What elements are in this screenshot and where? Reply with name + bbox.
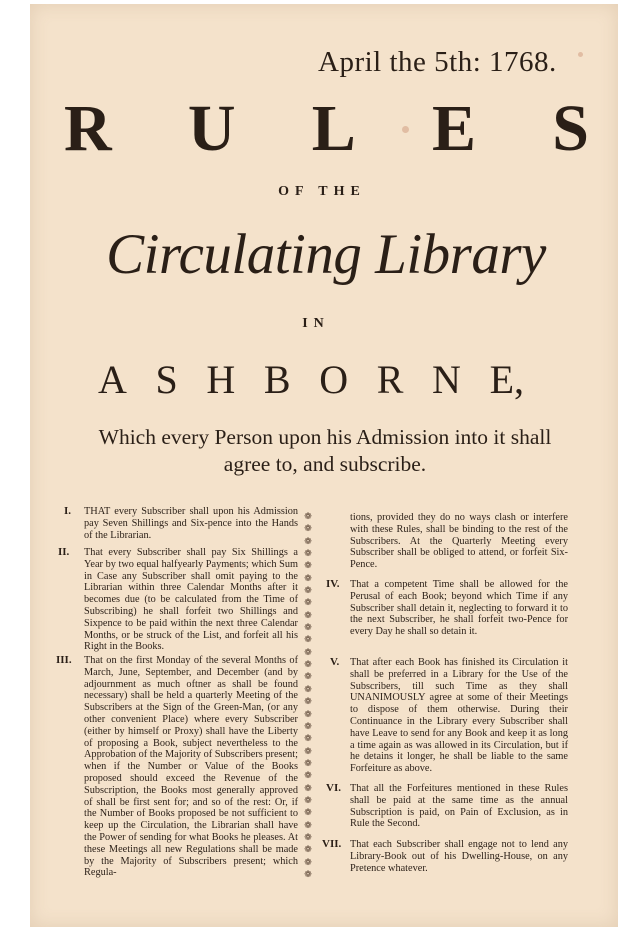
rule-text: THAT every Subscriber shall upon his Admission pay Seven Shillings and Six-pence into the Hands of the Librarian. — [84, 506, 298, 541]
town-letter: A — [98, 357, 127, 402]
heading-letter: U — [187, 92, 236, 165]
rule-number: V. — [330, 656, 340, 668]
library-title: Circulating Library — [106, 223, 546, 286]
ornament-divider: ❁ ❁ ❁ ❁ ❁ ❁ ❁ ❁ ❁ ❁ ❁ ❁ ❁ ❁ ❁ ❁ ❁ ❁ ❁ ❁ ❁ ❁ ❁ ❁ ❁ ❁ ❁ ❁ ❁ ❁ — [304, 512, 312, 880]
of-the-label: OF THE — [278, 184, 366, 199]
town-letter: R — [376, 357, 404, 402]
heading-letter: L — [311, 92, 356, 165]
town-letter: S — [155, 357, 178, 402]
rule-number: IV. — [326, 578, 340, 590]
town-letter: N — [432, 357, 461, 402]
subtitle — [70, 424, 580, 478]
rule-text: That all the Forfeitures mentioned in these Rules shall be paid at the same time as the annual Subscription is paid, on Pain of Exclusion, as in Rule the Second. — [350, 783, 568, 830]
rule-text: That after each Book has finished its Circulation it shall be preferred in a Library for the Use of the Subscribers, till such Time as they shall UNANIMOUSLY agree at some of their Meetings to dispose of them otherwise. During their Continuance in the Library every Subscriber shall have Leave to send for any Book and keep it as long a time again as was allowed in its Circulation, but if he detains it longer, he shall be liable to the same Forfeiture as above. — [350, 657, 568, 775]
town-letter: H — [206, 357, 236, 402]
rule-text: That on the first Monday of the several Months of March, June, September, and December (and by adjournment as much oftner as shall be found necessary) shall be held a quarterly Meeting of the Subscribers at the Sign of the Green-Man, (or any other convenient Place) where every Subscriber (either by himself or Proxy) shall have the Liberty of proposing a Book, subject nevertheless to the Approbation of the Majority of Subscribers present; when if the Number or Value of the Books proposed should exceed the Revenue of the Subscription, the Books most generally approved of shall be first sent for; and so of the rest: Or, if the Number of Books proposed be not sufficient to keep up the Circulation, the Librarian shall have the Power of sending for what Books he pleases. At these Meetings all new Regulations shall be made by the Majority of Subscribers present; which Regula- — [84, 655, 298, 879]
rules-heading — [64, 92, 589, 165]
rule-number: III. — [56, 654, 72, 666]
rule-number: VII. — [322, 838, 342, 850]
town-name — [98, 357, 524, 402]
rule-number: VI. — [326, 782, 341, 794]
rule-text: That a competent Time shall be allowed for the Perusal of each Book; beyond which Time if any Subscriber shall detain it, neglecting to forward it to the next Subscriber, he shall forfeit two-Pence for every Day he shall so detain it. — [350, 579, 568, 638]
rule-number: I. — [64, 505, 72, 517]
in-label: IN — [302, 316, 330, 331]
rule-text: That each Subscriber shall engage not to lend any Library-Book out of his Dwelling-House, on any Pretence whatever. — [350, 839, 568, 874]
heading-letter: R — [64, 92, 112, 165]
subtitle-line: Which every Person upon his Admission into it shall — [98, 425, 552, 449]
rule-text: That every Subscriber shall pay Six Shillings a Year by two equal halfyearly Payments; which Sum in Case any Subscriber shall omit paying to the Librarian within three Calendar Months after it becomes due (to be calculated from the Time of Subscribing) he shall forfeit two Shillings and Sixpence to be paid within the next three Calendar Months, or be struck of the List, and forfeit all his Right in the Books. — [84, 547, 298, 653]
document-date: April the 5th: 1768. — [318, 46, 557, 78]
town-letter: B — [263, 357, 291, 402]
rule-text: tions, provided they do no ways clash or interfere with these Rules, shall be binding to the rest of the Subscribers. At the Quarterly Meeting every Subscriber shall be obliged to attend, or forfeit Six-Pence. — [350, 512, 568, 571]
rule-number: II. — [58, 546, 70, 558]
town-letter: O — [319, 357, 349, 402]
heading-letter: S — [552, 92, 589, 165]
heading-letter: E — [432, 92, 477, 165]
town-letter: E, — [489, 357, 524, 402]
subtitle-line: agree to, and subscribe. — [223, 452, 427, 476]
